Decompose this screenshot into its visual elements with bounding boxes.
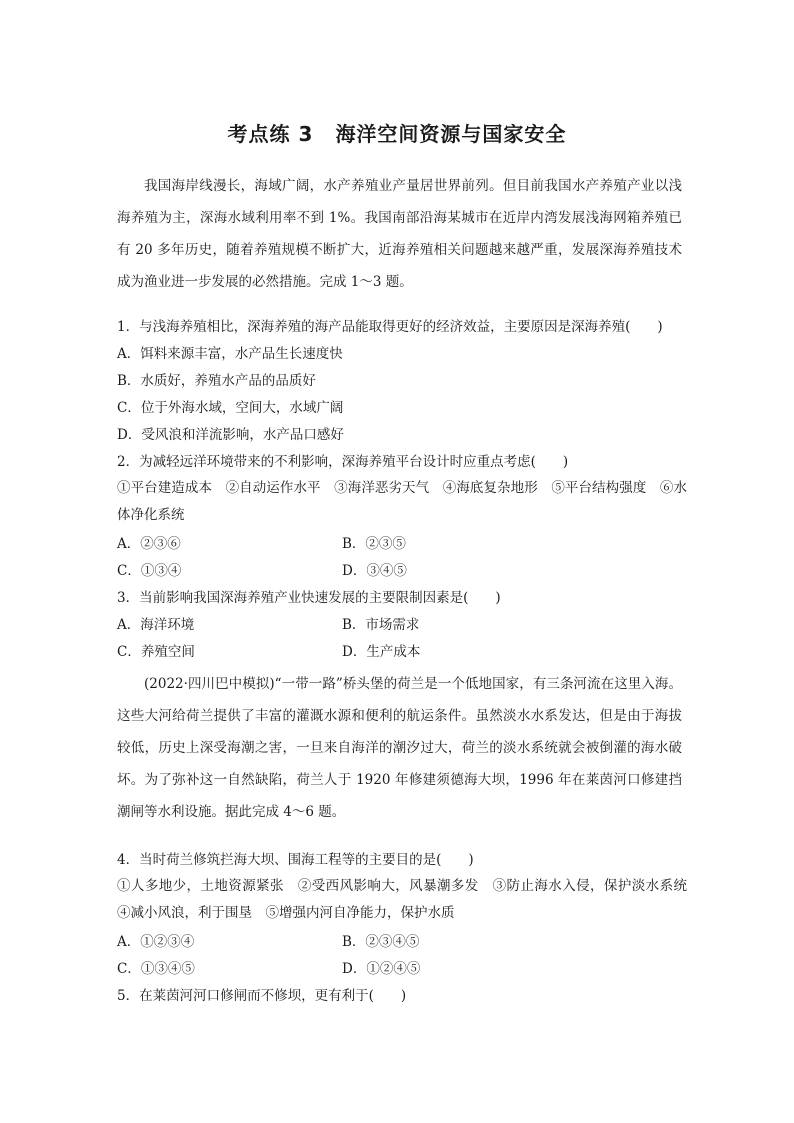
question-4-statements: ①人多地少，土地资源紧张 ②受西风影响大，风暴潮多发 ③防止海水入侵，保护淡水系统 ④减小风浪，利于围垦 ⑤增强内河自净能力，保护水质 <box>117 878 701 921</box>
question-3-option-d: D．生产成本 <box>342 644 421 660</box>
question-2-statements: ①平台建造成本 ②自动运作水平 ③海洋恶劣天气 ④海底复杂地形 ⑤平台结构强度 ⑥水体净化系统 <box>117 480 687 523</box>
passage-1: 我国海岸线漫长，海域广阔，水产养殖业产量居世界前列。但目前我国水产养殖产业以浅海养殖为主，深海水域利用率不到 1%。我国南部沿海某城市在近岸内湾发展浅海网箱养殖已有 20 多年历史，随着养殖规模不断扩大，近海养殖相关问题越来越严重，发展深海养殖技术成为渔业进一步发展的必然措施。完成 1～3 题。 <box>117 178 682 290</box>
title-text: 海洋空间资源与国家安全 <box>335 122 567 146</box>
question-3-option-c: C．养殖空间 <box>117 644 195 660</box>
question-1-option-b: B．水质好，养殖水产品的品质好 <box>117 373 316 389</box>
question-1-stem: 1．与浅海养殖相比，深海养殖的海产品能取得更好的经济效益，主要原因是深海养殖( ) <box>117 319 663 335</box>
question-3-option-b: B．市场需求 <box>342 617 420 633</box>
question-1-option-a: A．饵料来源丰富，水产品生长速度快 <box>117 346 343 362</box>
question-4-stem: 4．当时荷兰修筑拦海大坝、围海工程等的主要目的是( ) <box>117 852 474 868</box>
question-4-option-c: C．①③④⑤ <box>117 961 195 977</box>
page-title <box>0 118 794 147</box>
passage-2: (2022·四川巴中模拟)“一带一路”桥头堡的荷兰是一个低地国家，有三条河流在这里入海。这些大河给荷兰提供了丰富的灌溉水源和便利的航运条件。虽然淡水水系发达，但是由于海拔较低，历史上深受海潮之害，一旦来自海洋的潮汐过大，荷兰的淡水系统就会被倒灌的海水破坏。为了弥补这一自然缺陷，荷兰人于 1920 年修建须德海大坝，1996 年在莱茵河口修建挡潮闸等水利设施。据此完成 4～6 题。 <box>117 676 682 820</box>
question-3-stem: 3．当前影响我国深海养殖产业快速发展的主要限制因素是( ) <box>117 590 501 606</box>
question-2-option-b: B．②③⑤ <box>342 536 406 552</box>
title-number: 考点练 3 <box>227 122 314 146</box>
question-2-option-d: D．③④⑤ <box>342 563 407 579</box>
question-4-option-d: D．①②④⑤ <box>342 961 421 977</box>
question-4-option-b: B．②③④⑤ <box>342 934 420 950</box>
question-2-option-c: C．①③④ <box>117 563 182 579</box>
question-2-stem: 2．为减轻远洋环境带来的不利影响，深海养殖平台设计时应重点考虑( ) <box>117 454 569 470</box>
question-5-stem: 5．在莱茵河河口修闸而不修坝，更有利于( ) <box>117 988 407 1004</box>
question-1-option-d: D．受风浪和洋流影响，水产品口感好 <box>117 427 344 443</box>
question-4-option-a: A．①②③④ <box>117 934 195 950</box>
question-1-option-c: C．位于外海水域，空间大，水域广阔 <box>117 400 344 416</box>
question-2-option-a: A．②③⑥ <box>117 536 181 552</box>
question-3-option-a: A．海洋环境 <box>117 617 195 633</box>
